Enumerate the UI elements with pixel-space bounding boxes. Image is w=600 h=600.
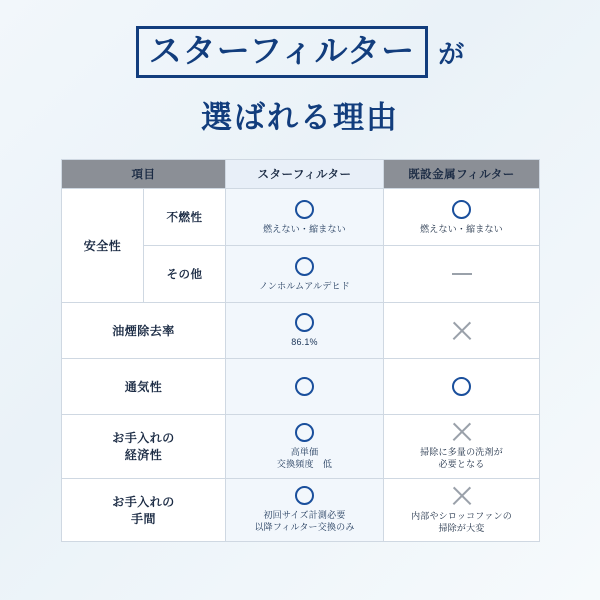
- cell-star-other: [226, 246, 384, 303]
- cell-star-economy: [226, 415, 384, 478]
- column-header-metal-filter: 既設金属フィルター: [384, 160, 540, 189]
- table-body: [62, 189, 540, 542]
- table-head: [62, 160, 540, 189]
- row-label-maintenance-economy: [62, 415, 226, 478]
- cell-note-line-1: 初回サイズ計測必要: [263, 510, 346, 521]
- circle-icon: [295, 257, 314, 276]
- cell-note-line-1: 内部やシロッコファンの: [411, 510, 512, 521]
- circle-icon: [295, 313, 314, 332]
- table-header-row: [62, 160, 540, 189]
- heading-block: [0, 0, 600, 137]
- cell-metal-oil-smoke: [384, 303, 540, 359]
- circle-icon: [295, 486, 314, 505]
- heading-line-1: [0, 26, 600, 78]
- table-row: [62, 189, 540, 246]
- cell-note-line-2: 交換頻度 低: [276, 458, 333, 469]
- cell-note-line-2: 掃除が大変: [438, 522, 485, 533]
- cell-metal-economy: [384, 415, 540, 478]
- table-row: [62, 415, 540, 478]
- brand-name-boxed: スターフィルター: [136, 26, 428, 78]
- table-row: [62, 303, 540, 359]
- row-label-oil-smoke-removal: 油煙除去率: [62, 303, 226, 359]
- cell-metal-breathability: [384, 359, 540, 415]
- table-row: [62, 359, 540, 415]
- row-label-maintenance-effort: [62, 478, 226, 541]
- cross-icon: [452, 321, 472, 341]
- circle-icon: [452, 377, 471, 396]
- row-label-breathability: 通気性: [62, 359, 226, 415]
- cross-icon: [452, 422, 472, 442]
- cell-metal-effort: [384, 478, 540, 541]
- circle-icon: [295, 200, 314, 219]
- row-label-line-2: 手間: [130, 511, 156, 526]
- cell-metal-nonflammable: [384, 189, 540, 246]
- circle-icon: [295, 377, 314, 396]
- cell-metal-other: [384, 246, 540, 303]
- cross-icon: [452, 486, 472, 506]
- column-header-star-filter: スターフィルター: [226, 160, 384, 189]
- comparison-table-wrapper: [61, 159, 539, 542]
- cell-note-line-2: 必要となる: [438, 459, 485, 470]
- cell-star-oil-smoke: [226, 303, 384, 359]
- comparison-table: [61, 159, 540, 542]
- table-row: [62, 478, 540, 541]
- cell-note: 86.1%: [291, 337, 318, 348]
- row-sub-label-other: その他: [144, 246, 226, 303]
- row-label-line-1: お手入れの: [112, 494, 175, 509]
- dash-icon: [452, 273, 472, 275]
- cell-note-line-1: 掃除に多量の洗剤が: [420, 447, 503, 458]
- row-label-line-2: 経済性: [124, 448, 163, 463]
- cell-star-nonflammable: [226, 189, 384, 246]
- row-label-line-1: お手入れの: [112, 431, 175, 446]
- cell-note: 燃えない・縮まない: [263, 223, 346, 234]
- cell-note-line-1: 高単価: [290, 446, 319, 457]
- heading-particle: が: [438, 38, 465, 69]
- circle-icon: [295, 423, 314, 442]
- cell-note: 燃えない・縮まない: [420, 223, 503, 234]
- circle-icon: [452, 200, 471, 219]
- cell-note-line-2: 以降フィルター交換のみ: [254, 522, 355, 533]
- row-sub-label-nonflammable: 不燃性: [144, 189, 226, 246]
- heading-line-2: 選ばれる理由: [201, 100, 399, 136]
- cell-note: ノンホルムアルデヒド: [259, 280, 350, 291]
- cell-star-breathability: [226, 359, 384, 415]
- row-group-label-safety: 安全性: [62, 189, 144, 303]
- cell-star-effort: [226, 478, 384, 541]
- column-header-item: 項目: [62, 160, 226, 189]
